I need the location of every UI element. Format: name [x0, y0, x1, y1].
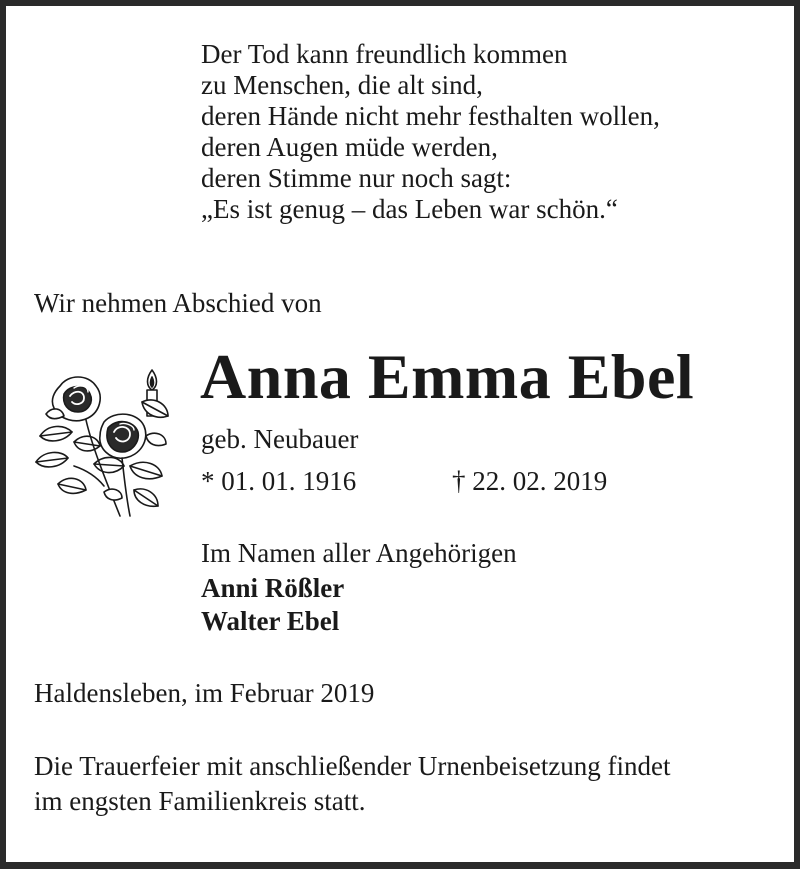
- signatories-heading: Im Namen aller Angehörigen: [201, 538, 517, 568]
- birth-date: * 01. 01. 1916: [201, 466, 357, 496]
- poem: [201, 39, 660, 225]
- signatory-name: Anni Rößler: [201, 573, 345, 603]
- poem-line: Der Tod kann freundlich kommen: [201, 39, 568, 69]
- poem-line: zu Menschen, die alt sind,: [201, 70, 483, 100]
- poem-line: deren Hände nicht mehr festhalten wollen,: [201, 101, 660, 131]
- maiden-name: geb. Neubauer: [201, 424, 359, 454]
- deceased-name: Anna Emma Ebel: [200, 341, 695, 412]
- poem-line: „Es ist genug – das Leben war schön.“: [201, 194, 618, 224]
- notice-line: Die Trauerfeier mit anschließender Urnenbeisetzung findet: [34, 751, 671, 781]
- intro-text: Wir nehmen Abschied von: [34, 288, 322, 318]
- place-date: Haldensleben, im Februar 2019: [34, 678, 375, 708]
- poem-line: deren Stimme nur noch sagt:: [201, 163, 512, 193]
- roses-with-candle-icon: [34, 366, 174, 522]
- death-date: † 22. 02. 2019: [452, 466, 608, 496]
- signatory-name: Walter Ebel: [201, 606, 340, 636]
- notice-line: im engsten Familienkreis statt.: [34, 786, 366, 816]
- poem-line: deren Augen müde werden,: [201, 132, 498, 162]
